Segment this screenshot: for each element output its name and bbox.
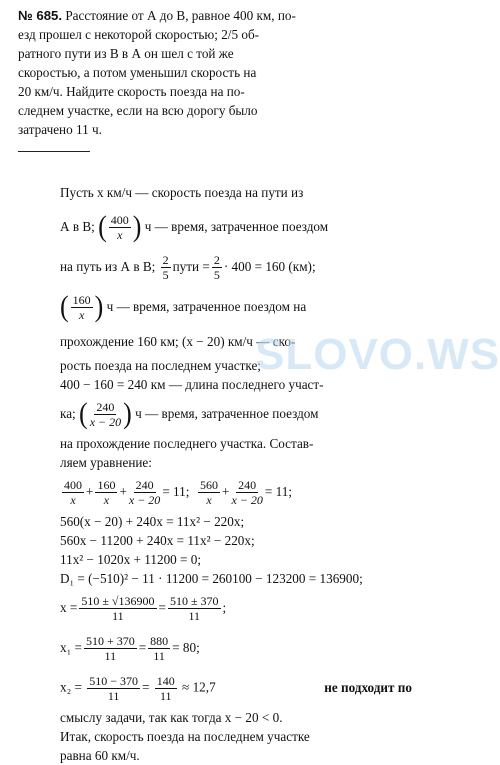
equation-line: 11x² − 1020x + 11200 = 0; — [60, 551, 202, 567]
solution-line: Пусть x км/ч — скорость поезда на пути из — [60, 184, 304, 200]
solution-line: смыслу задачи, так как тогда x − 20 < 0. — [60, 709, 283, 725]
problem-line: следнем участке, если на всю дорогу было — [18, 103, 258, 118]
equation-line: x₁ = $\frac{510 + 370}{11}$ = $\frac{880}{11}$ = 80; — [60, 633, 200, 663]
equation-line: 400 x + 160 x + 240 x − 20 = 11; 560 x + 240 x − 20 = 11; — [64, 477, 292, 507]
solution-line: 400 − 160 = 240 км — длина последнего участ- — [60, 376, 324, 392]
solution-line: рость поезда на последнем участке; — [60, 357, 261, 373]
problem-line: Расстояние от А до В, равное 400 км, по- — [65, 8, 296, 23]
problem-line: 20 км/ч. Найдите скорость поезда на по- — [18, 84, 245, 99]
solution-line: ( 160 x ) ч — время, затраченное поездом на — [60, 289, 307, 324]
solution-block — [60, 178, 412, 765]
solution-line: на прохождение последнего участка. Состав- — [60, 435, 314, 451]
problem-line: затрачено 11 ч. — [18, 122, 102, 137]
solution-line: А в В; ( 400 x ) ч — время, затраченное поездом — [60, 209, 329, 244]
solution-line: на путь из А в В; 2 5 пути = $\frac{2}{5}$ · 400 = 160 (км); — [60, 252, 316, 282]
equation-line: 560x − 11200 + 240x = 11x² − 220x; — [60, 532, 255, 548]
solution-line: равна 60 км/ч. — [60, 747, 140, 763]
problem-line: езд прошел с некоторой скоростью; 2/5 об- — [18, 27, 260, 42]
problem-statement — [18, 6, 413, 139]
solution-line: Итак, скорость поезда на последнем участке — [60, 728, 310, 744]
watermark-logo: SLOVO.WS — [255, 330, 500, 379]
problem-line: скоростью, а потом уменьшил скорость на — [18, 65, 257, 80]
equation-line: 560(x − 20) + 240x = 11x² − 220x; — [60, 513, 245, 529]
fraction: 400 x — [110, 212, 129, 242]
equation-line: x₂ = $\frac{510 - 370}{11}$ = $\frac{140}{11}$ ≈ 12,7 не подходит по — [60, 673, 412, 703]
problem-number: № 685. — [18, 8, 63, 23]
separator-line — [18, 151, 90, 152]
problem-line: ратного пути из В в А он шел с той же — [18, 46, 234, 61]
solution-line: ка; ( 240 x − 20 ) ч — время, затраченное поездом — [60, 396, 319, 431]
solution-line: ляем уравнение: — [60, 454, 152, 470]
solution-line: прохождение 160 км; (x − 20) км/ч — ско- — [60, 333, 296, 349]
equation-line: x = $\frac{510 \pm √136900}{11}$ = 510 ± 370 11 ; — [60, 593, 227, 623]
equation-line: D₁ = (−510)² − 11 · 11200 = 260100 − 123200 = 136900; — [60, 570, 363, 586]
